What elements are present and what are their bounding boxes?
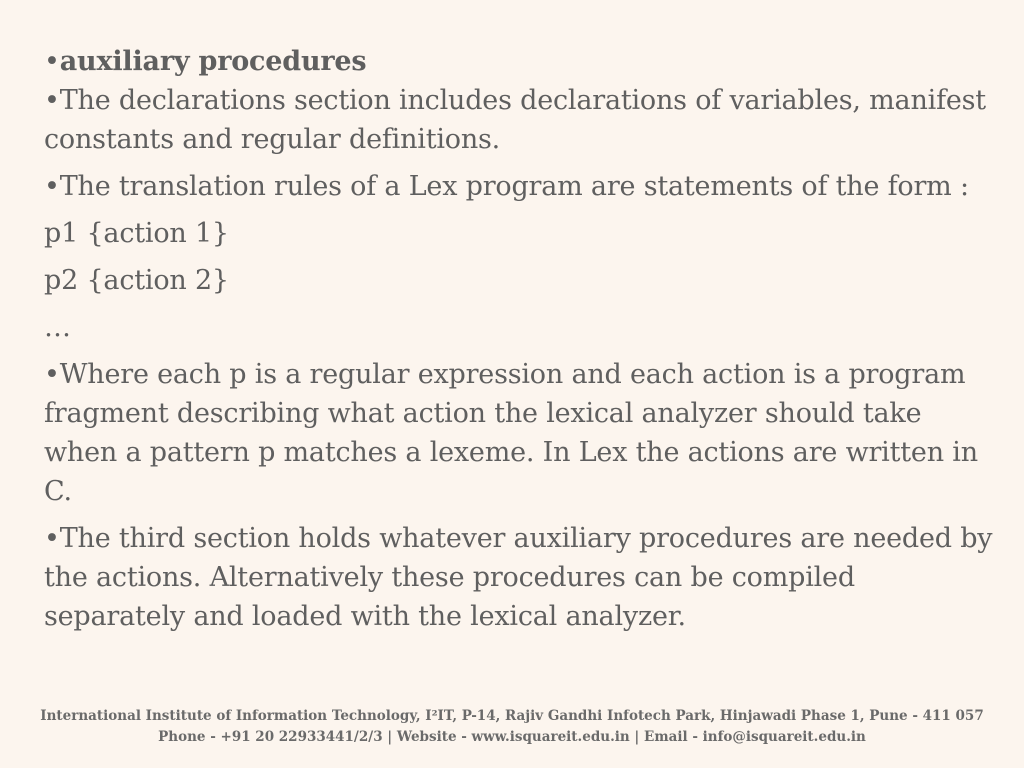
pattern-action-text: Where each p is a regular expression and each action is a program fragment describing what action the lexical analyzer should take when a pattern p matches a lexeme. In Lex the actions are written in C.	[44, 359, 978, 507]
third-section-text: The third section holds whatever auxiliary procedures are needed by the actions. Alternatively these procedures can be compiled separately and loaded with the lexical analyzer.	[44, 523, 993, 632]
slide-heading: auxiliary procedures	[59, 46, 367, 77]
footer-address: International Institute of Information Technology, I²IT, P-14, Rajiv Gandhi Infotech Park, Hinjawadi Phase 1, Pune - 411 057	[40, 708, 984, 724]
bullet-icon: •	[44, 85, 60, 116]
footer-contact: Phone - +91 20 22933441/2/3 | Website - www.isquareit.edu.in | Email - info@isquareit.edu.in	[158, 729, 866, 745]
rule-example-1: p1 {action 1}	[44, 218, 229, 249]
bullet-icon: •	[44, 46, 60, 77]
third-section-paragraph	[44, 519, 994, 636]
ellipsis: …	[44, 312, 71, 343]
translation-rules-text: The translation rules of a Lex program are statements of the form :	[59, 171, 969, 202]
slide-content	[44, 42, 994, 636]
declarations-paragraph	[44, 81, 994, 159]
footer	[0, 706, 1024, 748]
bullet-icon: •	[44, 171, 60, 202]
declarations-text: The declarations section includes declarations of variables, manifest constants and regular definitions.	[44, 85, 986, 155]
pattern-action-paragraph	[44, 355, 994, 511]
rule-example-2: p2 {action 2}	[44, 265, 229, 296]
heading-bullet-line	[44, 42, 994, 81]
translation-rules-paragraph	[44, 167, 994, 206]
bullet-icon: •	[44, 359, 60, 390]
bullet-icon: •	[44, 523, 60, 554]
